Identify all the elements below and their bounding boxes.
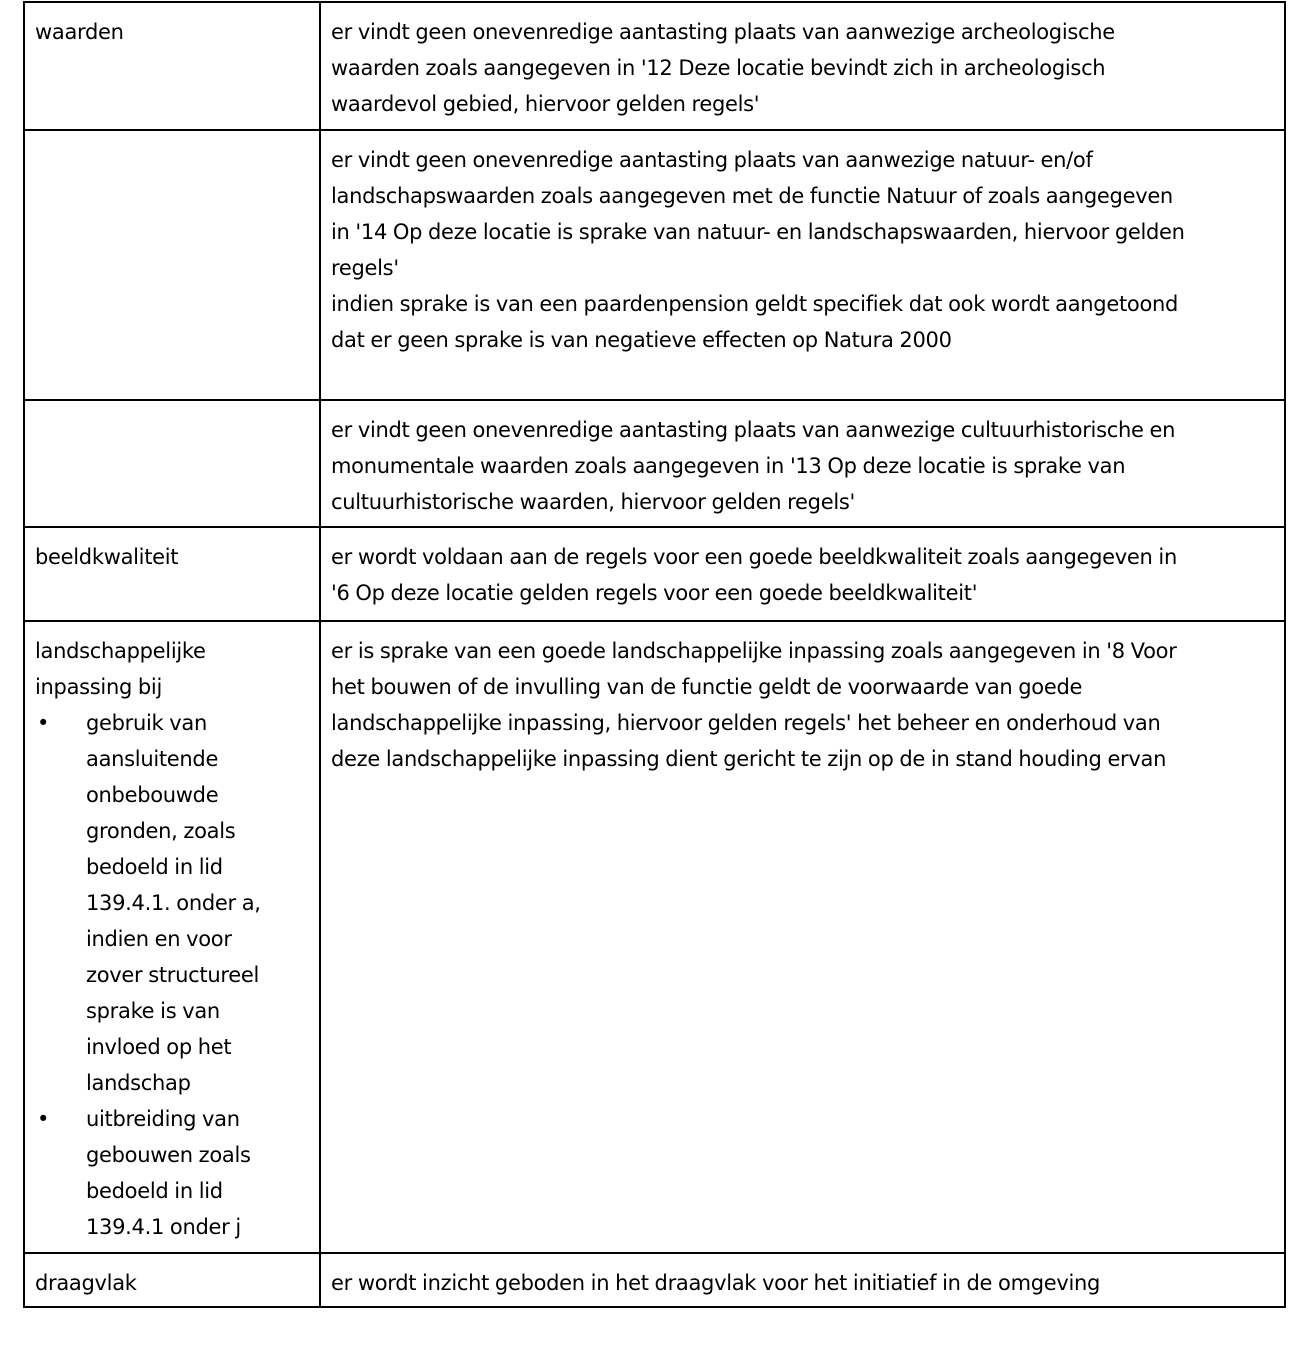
- row-text-cell: [320, 130, 1285, 400]
- bullet-line: invloed op het: [86, 1035, 232, 1059]
- row-label: waarden: [35, 20, 124, 44]
- table-row: [24, 527, 1285, 621]
- bullet-line: zover structureel: [86, 963, 259, 987]
- text-line: indien sprake is van een paardenpension geldt specifiek dat ook wordt aangetoond: [331, 292, 1179, 316]
- text-line: waarden zoals aangegeven in '12 Deze locatie bevindt zich in archeologisch: [331, 56, 1106, 80]
- text-line: er wordt inzicht geboden in het draagvlak voor het initiatief in de omgeving: [331, 1271, 1101, 1295]
- table-row: [24, 400, 1285, 527]
- bullet-line: onbebouwde: [86, 783, 219, 807]
- text-line: er vindt geen onevenredige aantasting plaats van aanwezige cultuurhistorische en: [331, 418, 1176, 442]
- text-line: landschappelijke inpassing, hiervoor gelden regels' het beheer en onderhoud van: [331, 711, 1161, 735]
- text-line: monumentale waarden zoals aangegeven in '13 Op deze locatie is sprake van: [331, 454, 1126, 478]
- text-line: het bouwen of de invulling van de functie geldt de voorwaarde van goede: [331, 675, 1083, 699]
- text-line: er vindt geen onevenredige aantasting plaats van aanwezige archeologische: [331, 20, 1115, 44]
- row-text-cell: [320, 2, 1285, 130]
- bullet-icon: •: [37, 1107, 50, 1131]
- bullet-line: bedoeld in lid: [86, 855, 223, 879]
- row-text-cell: [320, 400, 1285, 527]
- row-label-cell: [24, 527, 320, 621]
- list-item: [35, 1101, 310, 1245]
- requirements-table: [23, 1, 1286, 1308]
- text-line: '6 Op deze locatie gelden regels voor een goede beeldkwaliteit': [331, 581, 978, 605]
- row-label-cell: [24, 621, 320, 1253]
- table-row: [24, 1253, 1285, 1307]
- row-label-cell: [24, 2, 320, 130]
- text-line: waardevol gebied, hiervoor gelden regels': [331, 92, 760, 116]
- row-label-cell: [24, 400, 320, 527]
- bullet-line: sprake is van: [86, 999, 220, 1023]
- bullet-line: uitbreiding van: [86, 1107, 240, 1131]
- row-label: draagvlak: [35, 1271, 137, 1295]
- text-line: landschapswaarden zoals aangegeven met de functie Natuur of zoals aangegeven: [331, 184, 1173, 208]
- table-row: [24, 2, 1285, 130]
- text-line: in '14 Op deze locatie is sprake van natuur- en landschapswaarden, hiervoor gelden: [331, 220, 1185, 244]
- table-row: [24, 621, 1285, 1253]
- row-label: beeldkwaliteit: [35, 545, 179, 569]
- bullet-line: bedoeld in lid: [86, 1179, 223, 1203]
- bullet-line: 139.4.1 onder j: [86, 1215, 241, 1239]
- text-line: er vindt geen onevenredige aantasting plaats van aanwezige natuur- en/of: [331, 148, 1093, 172]
- text-line: er is sprake van een goede landschappelijke inpassing zoals aangegeven in '8 Voor: [331, 639, 1177, 663]
- bullet-line: gebruik van: [86, 711, 208, 735]
- text-line: er wordt voldaan aan de regels voor een goede beeldkwaliteit zoals aangegeven in: [331, 545, 1177, 569]
- bullet-line: gebouwen zoals: [86, 1143, 251, 1167]
- row-label: landschappelijke: [35, 639, 206, 663]
- row-text-cell: [320, 1253, 1285, 1307]
- text-line: deze landschappelijke inpassing dient gericht te zijn op de in stand houding ervan: [331, 747, 1167, 771]
- bullet-list: [35, 705, 310, 1245]
- bullet-line: gronden, zoals: [86, 819, 236, 843]
- table-row: [24, 130, 1285, 400]
- row-label: inpassing bij: [35, 675, 162, 699]
- bullet-icon: •: [37, 711, 50, 735]
- row-label-cell: [24, 130, 320, 400]
- row-text-cell: [320, 621, 1285, 1253]
- text-line: cultuurhistorische waarden, hiervoor gelden regels': [331, 490, 855, 514]
- bullet-line: 139.4.1. onder a,: [86, 891, 261, 915]
- row-text-cell: [320, 527, 1285, 621]
- bullet-line: aansluitende: [86, 747, 219, 771]
- text-line: regels': [331, 256, 399, 280]
- text-line: dat er geen sprake is van negatieve effecten op Natura 2000: [331, 328, 952, 352]
- list-item: [35, 705, 310, 1101]
- row-label-cell: [24, 1253, 320, 1307]
- bullet-line: landschap: [86, 1071, 191, 1095]
- bullet-line: indien en voor: [86, 927, 232, 951]
